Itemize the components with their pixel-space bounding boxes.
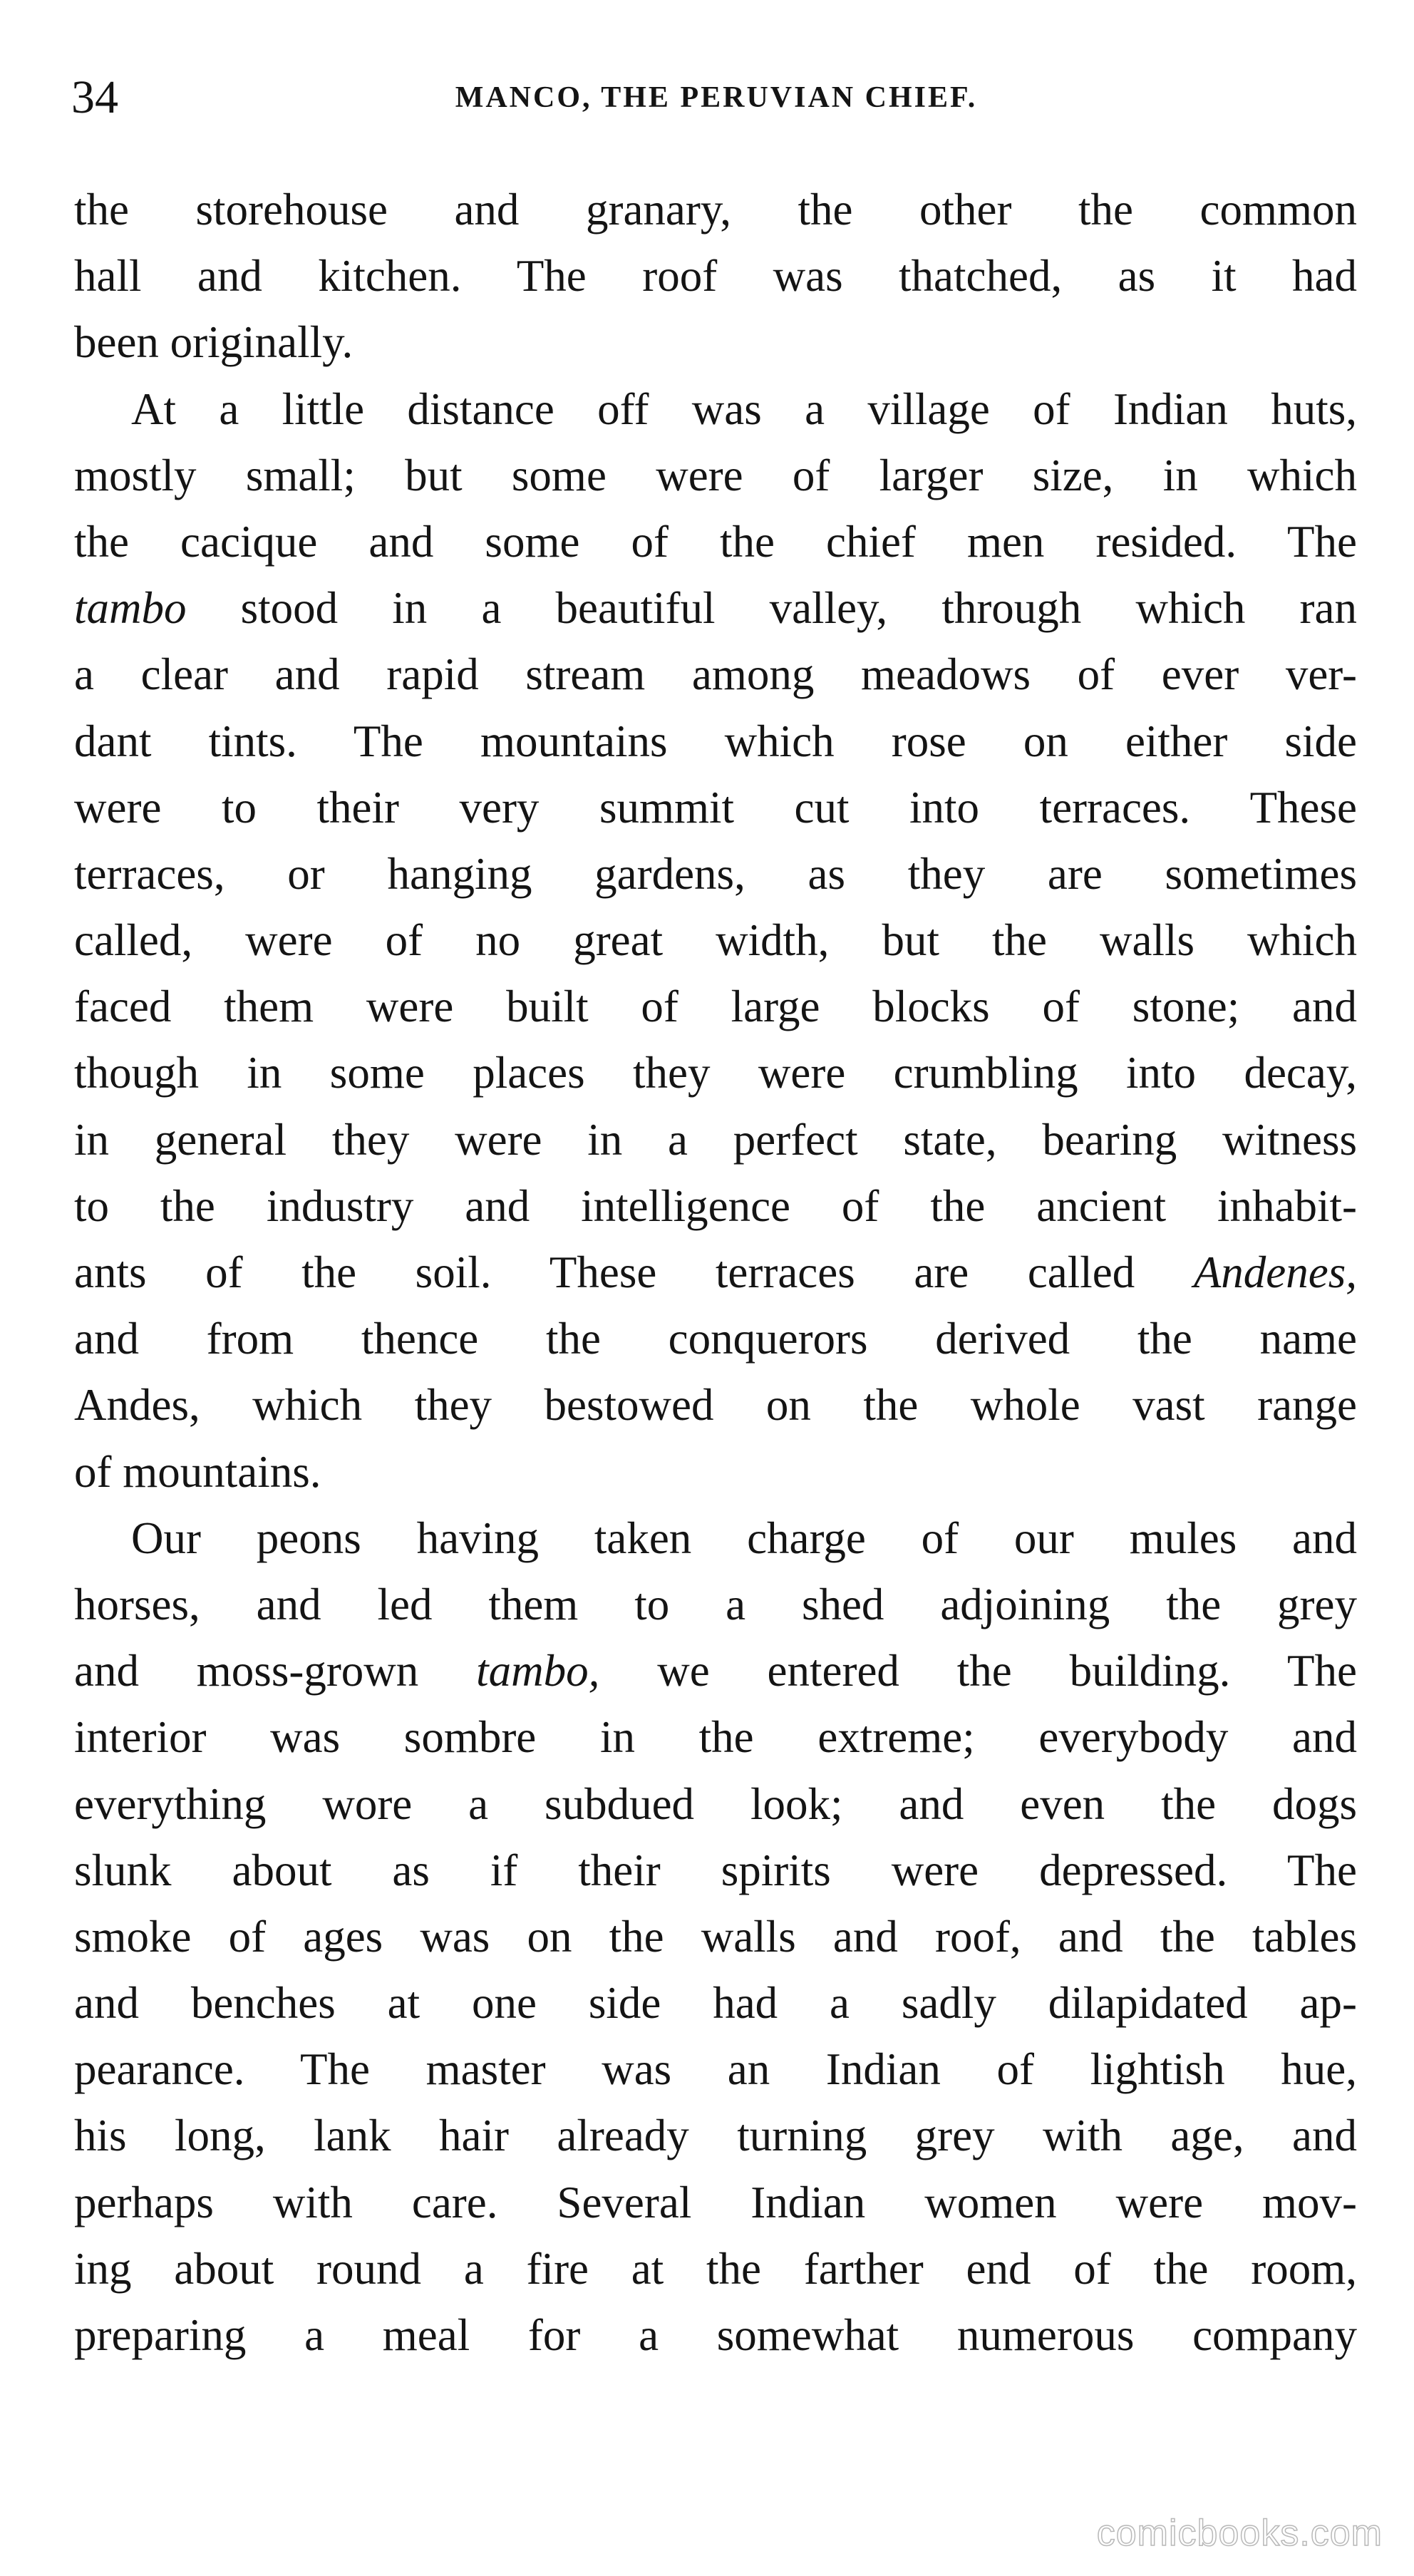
text-line: preparing a meal for a somewhat numerous company	[74, 2310, 1357, 2360]
text-fragment: stood in a beautiful valley, through which ran	[186, 583, 1357, 634]
text-fragment: ants of the soil. These terraces are called	[74, 1247, 1194, 1297]
page-header	[71, 66, 1361, 130]
running-title: MANCO, THE PERUVIAN CHIEF.	[455, 81, 978, 114]
text-line: were to their very summit cut into terraces. These	[74, 782, 1357, 833]
body-text	[74, 177, 1357, 2369]
text-fragment: we entered the building. The	[599, 1646, 1357, 1696]
text-line: though in some places they were crumbling into decay,	[74, 1048, 1357, 1098]
text-line: dant tints. The mountains which rose on either side	[74, 716, 1357, 766]
text-line: in general they were in a perfect state, bearing witness	[74, 1114, 1357, 1165]
text-line: been originally.	[74, 317, 354, 368]
text-line: terraces, or hanging gardens, as they are sometimes	[74, 848, 1357, 899]
text-line: the storehouse and granary, the other the common	[74, 185, 1357, 235]
page-number: 34	[71, 71, 118, 123]
text-fragment: and moss-grown	[74, 1646, 477, 1696]
text-line: interior was sombre in the extreme; everybody and	[74, 1712, 1357, 1763]
text-line	[74, 1240, 1357, 1306]
text-line: Our peons having taken charge of our mules and	[131, 1513, 1357, 1563]
text-line: and from thence the conquerors derived the name	[74, 1314, 1357, 1364]
text-line: faced them were built of large blocks of stone; and	[74, 982, 1357, 1032]
text-line: of mountains.	[74, 1446, 321, 1497]
italic-word: tambo	[74, 583, 187, 634]
text-line: mostly small; but some were of larger size, in which	[74, 450, 1357, 500]
text-line	[74, 575, 1357, 642]
text-line: pearance. The master was an Indian of lightish hue,	[74, 2044, 1357, 2095]
text-line: slunk about as if their spirits were depressed. The	[74, 1845, 1357, 1895]
text-line: horses, and led them to a shed adjoining the grey	[74, 1579, 1357, 1629]
text-line: a clear and rapid stream among meadows of ever ver-	[74, 649, 1357, 700]
text-line: Andes, which they bestowed on the whole vast range	[74, 1380, 1357, 1431]
text-line: smoke of ages was on the walls and roof, and the tables	[74, 1911, 1357, 1962]
text-line: called, were of no great width, but the walls which	[74, 915, 1357, 966]
italic-word: Andenes,	[1193, 1247, 1357, 1297]
text-line: hall and kitchen. The roof was thatched, as it had	[74, 251, 1357, 302]
watermark: comicbooks.com	[1096, 2513, 1383, 2554]
text-line: everything wore a subdued look; and even the dogs	[74, 1778, 1357, 1829]
text-line: to the industry and intelligence of the ancient inhabit-	[74, 1180, 1357, 1231]
italic-word: tambo,	[476, 1646, 600, 1696]
text-line: ing about round a fire at the farther end of the room,	[74, 2243, 1357, 2294]
text-line: his long, lank hair already turning grey with age, and	[74, 2111, 1357, 2161]
text-line	[74, 1638, 1357, 1704]
text-line: perhaps with care. Several Indian women were mov-	[74, 2177, 1357, 2227]
text-line: At a little distance off was a village of Indian huts,	[131, 383, 1357, 434]
text-line: the cacique and some of the chief men resided. The	[74, 516, 1357, 567]
text-line: and benches at one side had a sadly dilapidated ap-	[74, 1978, 1357, 2029]
